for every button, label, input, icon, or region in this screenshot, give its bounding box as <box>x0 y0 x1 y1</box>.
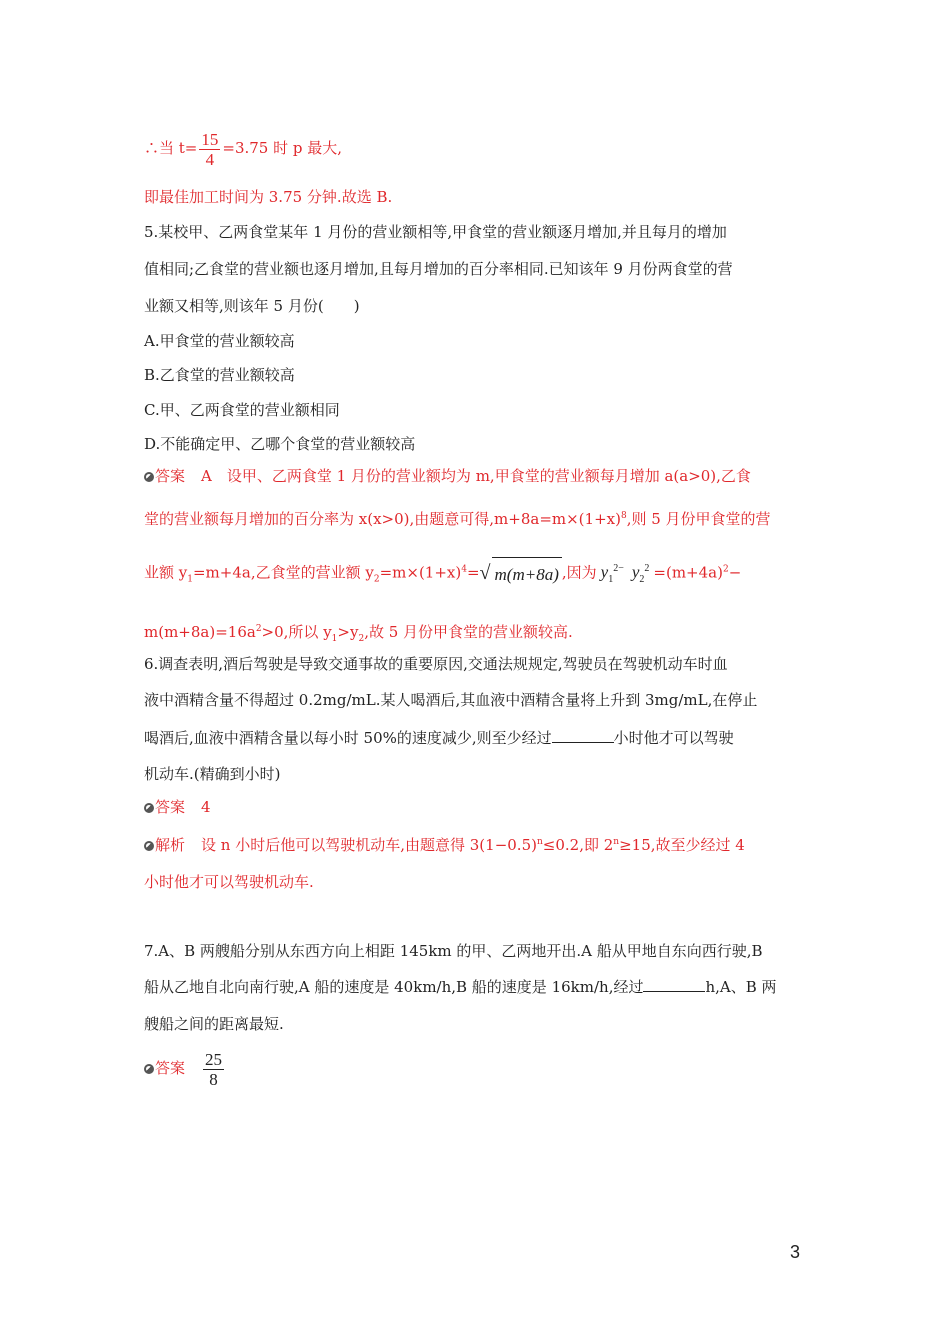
q6-stem-text-3b: 小时他才可以驾驶 <box>613 729 734 747</box>
q5-answer-text-3g: − <box>728 563 742 582</box>
q5-answer-text-2b: ,则 5 月份甲食堂的营 <box>626 510 771 528</box>
q5-answer-text-4c: >y <box>337 623 359 641</box>
q5-stem-line-1: 5.某校甲、乙两食堂某年 1 月份的营业额相等,甲食堂的营业额逐月增加,并且每月的增加 <box>144 223 727 241</box>
q5-answer-text-4a: m(m+8a)=16a <box>144 623 256 641</box>
q5-option-d: D.不能确定甲、乙哪个食堂的营业额较高 <box>144 435 416 453</box>
q5-answer-line-1 <box>144 465 751 487</box>
solution-4-conclusion: 即最佳加工时间为 3.75 分钟.故选 B. <box>144 188 393 206</box>
fraction-15-over-4 <box>199 130 220 169</box>
q6-answer-value: 4 <box>201 798 211 816</box>
exponent: 2 <box>613 563 619 574</box>
q5-answer-text-4b: >0,所以 y <box>261 623 332 641</box>
q5-answer-line-4 <box>144 618 573 650</box>
q6-stem-line-4: 机动车.(精确到小时) <box>144 765 281 783</box>
q6-stem-line-1: 6.调查表明,酒后驾驶是导致交通事故的重要原因,交通法规规定,驾驶员在驾驶机动车时血 <box>144 655 728 673</box>
answer-blank <box>552 728 614 743</box>
q5-answer-text-4d: ,故 5 月份甲食堂的营业额较高. <box>364 623 573 641</box>
q5-answer-text-3a: 业额 y <box>144 563 188 582</box>
q5-answer-text-3d: = <box>466 563 480 582</box>
q5-answer-text-3f: =(m+4a) <box>653 563 723 582</box>
fraction-denominator: 8 <box>209 1069 218 1089</box>
radical-icon: √ <box>479 561 491 584</box>
analysis-tag: 解析 <box>155 836 186 854</box>
y2-squared <box>632 553 650 596</box>
q6-answer-line <box>144 796 211 818</box>
q5-stem-line-3: 业额又相等,则该年 5 月份( ) <box>144 297 360 315</box>
subscript: 2 <box>373 574 380 585</box>
q7-stem-line-1: 7.A、B 两艘船分别从东西方向上相距 145km 的甲、乙两地开出.A 船从甲地自东向西行驶,B <box>144 942 763 960</box>
subscript: 1 <box>608 574 614 586</box>
q5-answer-text-3b: =m+4a,乙食堂的营业额 y <box>192 563 374 582</box>
q6-stem-line-3 <box>144 727 734 749</box>
exponent: 4 <box>461 564 467 575</box>
q7-stem-line-3: 艘船之间的距离最短. <box>144 1015 284 1033</box>
q5-option-c: C.甲、乙两食堂的营业额相同 <box>144 401 340 419</box>
q5-answer-line-2 <box>144 505 771 530</box>
q7-stem-line-2 <box>144 976 777 998</box>
q6-analysis-text-1a: 设 n 小时后他可以驾驶机动车,由题意得 3(1−0.5) <box>201 836 537 854</box>
q5-answer-text-1: A 设甲、乙两食堂 1 月份的营业额均为 m,甲食堂的营业额每月增加 a(a>0),乙食 <box>201 467 751 485</box>
q5-answer-line-3 <box>144 553 741 596</box>
y1-squared <box>601 553 624 596</box>
fraction-denominator: 4 <box>205 149 215 169</box>
q7-stem-text-2b: h,A、B 两 <box>705 978 777 996</box>
q6-analysis-text-1b: ≤0.2,即 2 <box>542 836 614 854</box>
q5-option-b: B.乙食堂的营业额较高 <box>144 366 295 384</box>
subscript: 1 <box>187 574 193 585</box>
subscript: 1 <box>331 634 338 644</box>
subscript: 2 <box>639 574 645 586</box>
q5-answer-text-3e: ,因为 <box>561 563 597 582</box>
q5-answer-text-2a: 堂的营业额每月增加的百分率为 x(x>0),由题意可得,m+8a=m×(1+x) <box>144 510 621 528</box>
answer-marker-icon <box>144 472 154 482</box>
q6-analysis-line-2: 小时他才可以驾驶机动车. <box>144 873 314 891</box>
subscript: 2 <box>358 634 365 644</box>
exponent: n <box>536 837 543 847</box>
exponent: n <box>613 837 620 847</box>
q6-analysis-text-1c: ≥15,故至少经过 4 <box>619 836 745 854</box>
fraction-25-over-8 <box>203 1050 224 1089</box>
q7-answer-line <box>144 1048 226 1089</box>
q6-stem-line-2: 液中酒精含量不得超过 0.2mg/mL.某人喝酒后,其血液中酒精含量将上升到 3mg/mL,在停止 <box>144 691 758 709</box>
answer-tag: 答案 <box>155 467 186 485</box>
exponent: 8 <box>620 511 627 521</box>
answer-tag: 答案 <box>155 1059 186 1077</box>
q6-analysis-line-1 <box>144 831 745 856</box>
y-symbol: y <box>600 562 609 582</box>
y-symbol: y <box>631 562 640 582</box>
answer-tag: 答案 <box>155 798 186 816</box>
answer-marker-icon <box>144 1064 154 1074</box>
exponent: 2 <box>255 624 262 634</box>
page-number: 3 <box>790 1242 801 1262</box>
q5-option-a: A.甲食堂的营业额较高 <box>144 332 295 350</box>
q6-stem-text-3a: 喝酒后,血液中酒精含量以每小时 50%的速度减少,则至少经过 <box>144 729 552 747</box>
sqrt-expression <box>480 557 562 591</box>
exponent: 2 <box>722 564 729 575</box>
sol4-prefix: ∴当 t= <box>144 139 198 157</box>
fraction-numerator: 15 <box>201 129 219 149</box>
radicand: m(m+8a) <box>492 557 562 591</box>
q5-answer-text-3c: =m×(1+x) <box>379 563 462 582</box>
answer-marker-icon <box>144 803 154 813</box>
answer-blank <box>643 977 705 992</box>
exponent: 2 <box>644 563 650 574</box>
analysis-marker-icon <box>144 841 154 851</box>
fraction-numerator: 25 <box>205 1049 223 1069</box>
q5-stem-line-2: 值相同;乙食堂的营业额也逐月增加,且每月增加的百分率相同.已知该年 9 月份两食堂的营 <box>144 260 733 278</box>
q7-stem-text-2a: 船从乙地自北向南行驶,A 船的速度是 40km/h,B 船的速度是 16km/h,经过 <box>144 978 644 996</box>
sol4-suffix: =3.75 时 p 最大, <box>222 139 343 157</box>
solution-4-line-1 <box>144 128 342 169</box>
minus-sign: − <box>618 563 624 574</box>
